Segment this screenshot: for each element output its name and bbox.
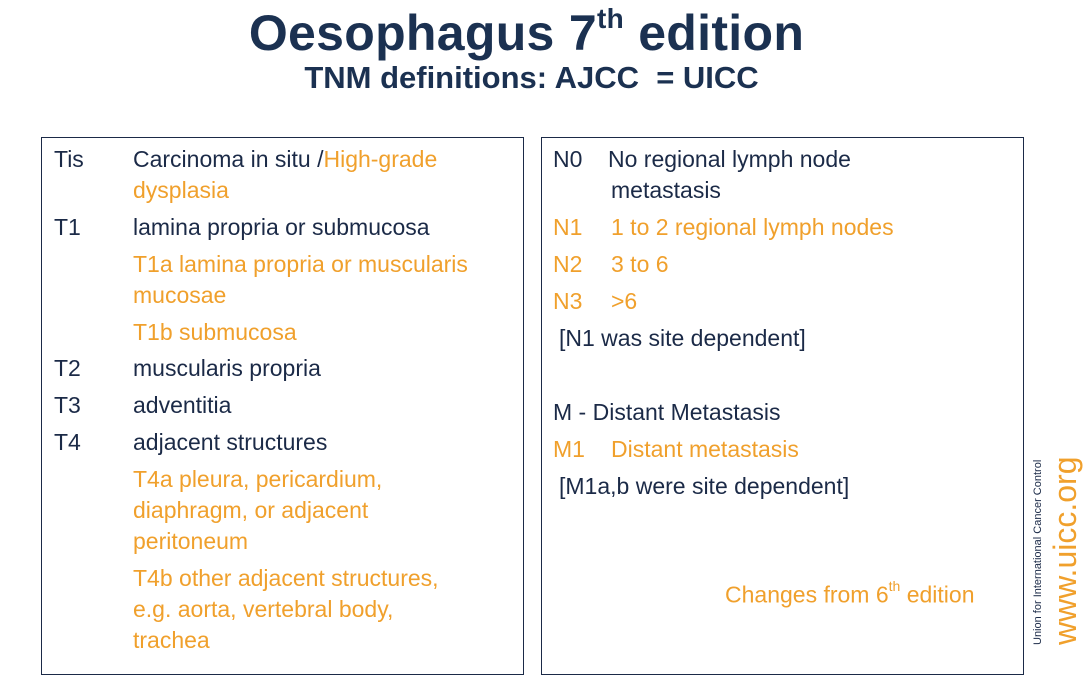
n1-description: 1 to 2 regional lymph nodes bbox=[611, 214, 894, 240]
t4b-line1: T4b other adjacent structures, bbox=[133, 565, 439, 591]
t3-description: adventitia bbox=[133, 392, 232, 418]
n0-code: N0 bbox=[553, 146, 583, 172]
t4-code: T4 bbox=[54, 429, 81, 455]
n-note: [N1 was site dependent] bbox=[559, 325, 806, 351]
t3-code: T3 bbox=[54, 392, 81, 418]
page-subtitle: TNM definitions: AJCC = UICC bbox=[304, 60, 759, 95]
tis-description: Carcinoma in situ /High-grade bbox=[133, 146, 438, 172]
t2-description: muscularis propria bbox=[133, 355, 321, 381]
tis-description-line2: dysplasia bbox=[133, 177, 229, 203]
uicc-organization-name: Union for International Cancer Control bbox=[1032, 459, 1044, 645]
m-note: [M1a,b were site dependent] bbox=[559, 473, 850, 499]
t1a-line1: T1a lamina propria or muscularis bbox=[133, 251, 468, 277]
m-heading: M - Distant Metastasis bbox=[553, 399, 781, 425]
n3-code: N3 bbox=[553, 288, 583, 314]
page-title: Oesophagus 7th edition bbox=[248, 3, 805, 61]
n3-description: >6 bbox=[611, 288, 638, 314]
t1-code: T1 bbox=[54, 214, 81, 240]
changes-legend: Changes from 6th edition bbox=[725, 578, 975, 608]
t4a-line2: diaphragm, or adjacent bbox=[133, 497, 369, 523]
n0-description-line2: metastasis bbox=[611, 177, 721, 203]
t4a-line3: peritoneum bbox=[133, 528, 249, 554]
n0-description: No regional lymph node bbox=[608, 146, 851, 172]
t1a-line2: mucosae bbox=[133, 282, 227, 308]
tis-code: Tis bbox=[54, 146, 84, 172]
t4-description: adjacent structures bbox=[133, 429, 328, 455]
m1-description: Distant metastasis bbox=[611, 436, 799, 462]
t4b-line3: trachea bbox=[133, 627, 210, 653]
n1-code: N1 bbox=[553, 214, 583, 240]
t4a-line1: T4a pleura, pericardium, bbox=[133, 466, 383, 492]
t4b-line2: e.g. aorta, vertebral body, bbox=[133, 596, 394, 622]
t1-description: lamina propria or submucosa bbox=[133, 214, 430, 240]
t1b: T1b submucosa bbox=[133, 319, 297, 345]
m1-code: M1 bbox=[553, 436, 585, 462]
n2-description: 3 to 6 bbox=[611, 251, 669, 277]
uicc-website: www.uicc.org bbox=[1047, 456, 1083, 645]
n2-code: N2 bbox=[553, 251, 583, 277]
t2-code: T2 bbox=[54, 355, 81, 381]
